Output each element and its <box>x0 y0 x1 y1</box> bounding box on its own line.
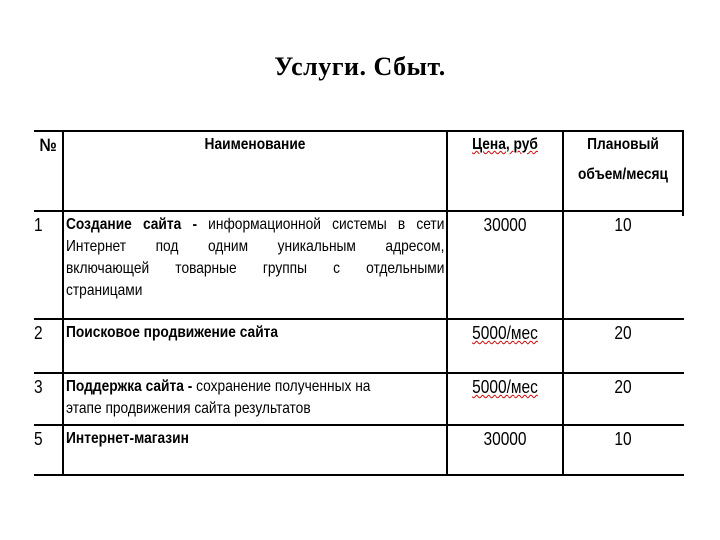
table-top-border <box>34 130 684 132</box>
description-line: включающей товарные группы с отдельными <box>66 260 445 277</box>
row-divider <box>34 318 684 320</box>
header-divider <box>34 210 684 212</box>
volume-cell: 10 <box>614 429 632 449</box>
volume-cell: 20 <box>614 377 632 397</box>
header-price-text: Цена, руб <box>472 136 538 153</box>
price-cell: 30000 <box>483 215 527 235</box>
service-description <box>66 214 444 302</box>
description-line: Интернет под одним уникальным адресом, <box>66 238 445 255</box>
service-description <box>66 428 189 450</box>
header-number: № <box>39 135 57 155</box>
volume-cell: 10 <box>614 215 632 235</box>
service-name: Поисковое продвижение сайта <box>66 324 279 341</box>
services-table <box>34 130 684 476</box>
service-name: Поддержка сайта - <box>66 378 193 395</box>
price-cell <box>456 376 554 398</box>
table-bottom-border <box>34 474 684 476</box>
row-number: 1 <box>34 215 43 235</box>
row-number: 3 <box>34 377 43 397</box>
column-divider <box>62 130 64 476</box>
description-text: сохранение полученных на <box>192 378 371 395</box>
description-line: страницами <box>66 282 143 299</box>
column-divider <box>446 130 448 476</box>
service-name: Интернет-магазин <box>66 430 189 447</box>
header-volume-line1: Плановый <box>587 136 659 153</box>
service-description <box>66 322 278 344</box>
description-line <box>66 214 444 236</box>
header-volume-line2: объем/месяц <box>577 166 669 183</box>
price-cell <box>456 322 554 344</box>
page-title: Услуги. Сбыт. <box>274 52 446 81</box>
service-description <box>66 376 427 420</box>
price-text: 5000/мес <box>472 377 538 397</box>
service-name: Создание сайта - <box>66 216 198 233</box>
row-number: 2 <box>34 323 43 343</box>
row-divider <box>34 424 684 426</box>
volume-cell: 20 <box>614 323 632 343</box>
price-cell: 30000 <box>483 429 527 449</box>
header-name: Наименование <box>204 136 306 153</box>
column-divider <box>562 130 564 476</box>
description-text: информационной системы в сети <box>197 216 445 233</box>
column-divider <box>682 130 684 216</box>
price-text: 5000/мес <box>472 323 538 343</box>
description-line: этапе продвижения сайта результатов <box>66 400 311 417</box>
description-line <box>66 376 427 398</box>
row-number: 5 <box>34 429 43 449</box>
header-price <box>456 134 554 156</box>
row-divider <box>34 372 684 374</box>
